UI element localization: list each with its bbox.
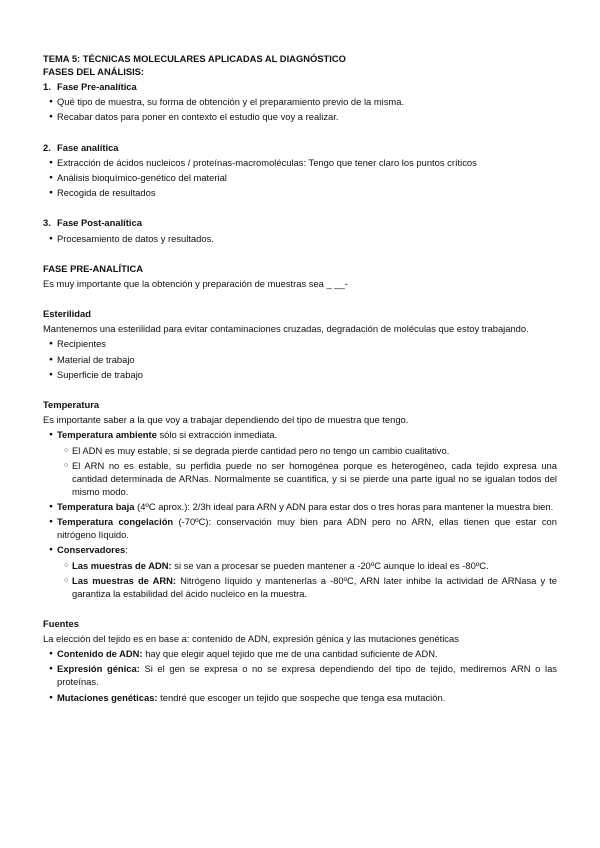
adn-label: Las muestras de ADN: (72, 559, 172, 571)
fase1-heading (43, 80, 557, 93)
fase1-label: Fase Pre-analítica (57, 81, 137, 92)
ambiente-text: sólo si extracción inmediata. (156, 429, 278, 441)
expresion-text: Si el gen se expresa o no se expresa dependiendo del tipo de tejido, mediremos ARN o las proteínas. (57, 663, 557, 688)
expresion-label: Expresión génica: (57, 663, 140, 675)
document-title: TEMA 5: TÉCNICAS MOLECULARES APLICADAS AL DIAGNÓSTICO (43, 53, 346, 64)
list-item: ● Recipientes (43, 337, 557, 350)
list-item: ● Material de trabajo (43, 353, 557, 366)
fase3-number: 3. (43, 217, 51, 229)
mutaciones-label: Mutaciones genéticas: (57, 691, 158, 703)
fase1-number: 1. (43, 81, 51, 92)
preanalitica-heading: FASE PRE-ANALÍTICA (43, 262, 144, 274)
esterilidad-text: Mantenemos una esterilidad para evitar contaminaciones cruzadas, degradación de moléculas que estoy trabajando. (43, 323, 529, 335)
document-page (43, 52, 557, 706)
adn-text: si se van a procesar se pueden mantener a -20ºC aunque lo ideal es -80ºC. (171, 559, 489, 571)
list-item-expresion-genica (43, 662, 557, 688)
fase2-heading (43, 141, 557, 154)
temperatura-text: Es importante saber a la que voy a trabajar dependiendo del tipo de muestra que tengo. (43, 414, 409, 426)
list-item: ● Superficie de trabajo (43, 368, 557, 381)
fuentes-heading: Fuentes (43, 617, 79, 629)
esterilidad-heading: Esterilidad (43, 308, 91, 320)
fases-heading: FASES DEL ANÁLISIS: (43, 66, 145, 77)
list-item-mutaciones (43, 691, 557, 704)
list-item-conservadores (43, 543, 557, 556)
list-item: ● Extracción de ácidos nucleicos / proteínas-macromoléculas: Tengo que tener claro los puntos críticos (43, 156, 557, 169)
sub-list-item: ○ El ADN es muy estable, si se degrada pierde cantidad pero no tengo un cambio cualitativo. (43, 444, 557, 457)
list-item-temperatura-ambiente (43, 428, 557, 441)
conservadores-colon: : (125, 544, 128, 556)
fuentes-adn-text: hay que elegir aquel tejido que me de una cantidad suficiente de ADN. (142, 648, 438, 660)
sub-list-item: ○ El ARN no es estable, su perfidia puede no ser homogénea porque es heterogéneo, cada tejido expresa una cantidad determinada de ARNas. Normalmente se cuantifica, y si se pierde una parte igual no se igualan todos del mismo modo. (43, 459, 557, 498)
baja-label: Temperatura baja (57, 500, 135, 512)
fase2-list (43, 156, 557, 199)
fase2-label: Fase analítica (57, 141, 119, 153)
conservadores-label: Conservadores (57, 544, 126, 556)
list-item-temperatura-congelacion (43, 515, 557, 541)
fase3-label: Fase Post-analítica (57, 217, 142, 229)
esterilidad-list (43, 337, 557, 380)
temperatura-list (43, 428, 557, 599)
arn-text: Nitrógeno líquido y mantenerlas a -80ºC, ARN later inhibe la actividad de ARNasa y te garantiza la estabilidad del ácido nucleico en la muestra. (72, 574, 557, 599)
sub-list-item-arn (43, 574, 557, 600)
fuentes-list (43, 647, 557, 703)
preanalitica-intro: Es muy importante que la obtención y preparación de muestras sea _ __- (43, 277, 348, 289)
congelacion-label: Temperatura congelación (57, 516, 174, 528)
list-item: ● Análisis bioquímico-genético del material (43, 171, 557, 184)
congelacion-text: (-70ºC): conservación muy bien para ADN pero no ARN, ellas tienen que estar con nitrógeno líquido. (57, 516, 557, 541)
fase3-heading (43, 216, 557, 229)
baja-text: (4ºC aprox.): 2/3h ideal para ARN y ADN para estar dos o tres horas para mantener la muestra bien. (134, 500, 554, 512)
arn-label: Las muestras de ARN: (72, 574, 177, 586)
list-item-contenido-adn (43, 647, 557, 660)
temperatura-heading: Temperatura (43, 399, 100, 410)
list-item: ● Procesamiento de datos y resultados. (43, 232, 557, 245)
fuentes-text: La elección del tejido es en base a: contenido de ADN, expresión génica y las mutaciones genéticas (43, 633, 459, 645)
list-item: ● Qué tipo de muestra, su forma de obtención y el preparamiento previo de la misma. (43, 95, 557, 108)
fuentes-adn-label: Contenido de ADN: (57, 648, 143, 660)
fase2-number: 2. (43, 141, 51, 153)
fase1-list (43, 95, 557, 123)
list-item: ● Recogida de resultados (43, 186, 557, 199)
mutaciones-text: tendré que escoger un tejido que sospeche que tenga esa mutación. (157, 691, 446, 703)
ambiente-label: Temperatura ambiente (57, 429, 157, 441)
sub-list-item-adn (43, 559, 557, 572)
list-item-temperatura-baja (43, 500, 557, 513)
fase3-list (43, 232, 557, 245)
list-item: ● Recabar datos para poner en contexto el estudio que voy a realizar. (43, 110, 557, 123)
